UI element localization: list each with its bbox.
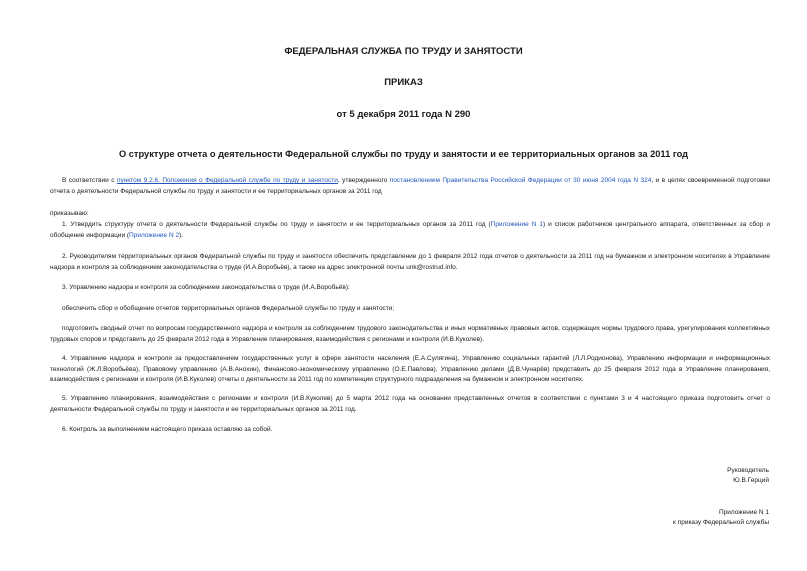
paragraph-6: 6. Контроль за выполнением настоящего приказа оставляю за собой. [62, 426, 273, 433]
p1-text-2: ) и список работников центрального аппарата, ответственных за сбор и обобщение информации ( [50, 221, 770, 239]
link-appendix-1[interactable]: Приложение N 1 [490, 221, 543, 228]
org-heading: ФЕДЕРАЛЬНАЯ СЛУЖБА ПО ТРУДУ И ЗАНЯТОСТИ [284, 46, 523, 57]
preamble-text-1: В соответствии с [62, 177, 117, 184]
paragraph-3: 3. Управлению надзора и контроля за соблюдением законодательства о труде (И.А.Воробьёв): [62, 284, 350, 291]
preamble-text-3: , и в целях своевременной подготовки отчета о деятельности Федеральной службы по труду и занятости и ее территориальных органов за 2011 год [50, 177, 771, 195]
link-regulation-clause[interactable]: пунктом 9.2.6. Положения о Федеральной службе по труду и занятости [116, 177, 338, 184]
p1-text-3: ). [179, 231, 184, 239]
paragraph-1 [50, 220, 770, 241]
orders-label: приказываю: [50, 210, 89, 217]
paragraph-5: 5. Управлению планирования, взаимодействия с регионами и контроля (И.В.Куколев) до 5 марта 2012 года на основании представленных отчетов в соответствии с пунктами 3 и 4 настоящего приказа подготовить отчет о деятельности Федеральной службы по труду и занятости и ее территориальных органов за 2011 год. [50, 395, 770, 413]
paragraph-3a: обеспечить сбор и обобщение отчетов территориальных органов Федеральной службы по труду и занятости; [62, 305, 395, 312]
link-appendix-2[interactable]: Приложение N 2 [129, 231, 180, 239]
appendix-label: Приложение N 1 [718, 509, 769, 516]
signature-role: Руководитель [727, 467, 769, 474]
paragraph-3b: подготовить сводный отчет по вопросам государственного надзора и контроля за соблюдением трудового законодательства и иных нормативных правовых актов, содержащих нормы трудового права, урегулирования коллективных трудовых споров и представить до 25 февраля 2012 года в Управление планирования, взаимодействия с регионами и контроля (И.В.Куколев). [50, 325, 770, 343]
link-government-decree[interactable]: постановлением Правительства Российской Федерации от 30 июня 2004 года N 324 [389, 177, 652, 184]
signature-block [727, 466, 769, 486]
paragraph-2: 2. Руководителям территориальных органов Федеральной службы по труду и занятости обеспечить представление до 1 февраля 2012 года отчетов о деятельности за 2011 год на бумажном и электронном носителях в Управление надзора и контроля за соблюдением законодательства о труде (И.А.Воробьёв), а также на адрес электронной почты unk@rostrud.info. [50, 253, 770, 271]
paragraph-4: 4. Управление надзора и контроля за предоставлением государственных услуг в сфере занятости населения (Е.А.Сулягина), Управлению социальных гарантий (Л.Л.Родионова), Управлению информации и информационных технологий (Ж.Л.Воробьёва), Правовому управлению (А.В.Анохин), Финансово-экономическому управлению (О.Е.Павлова), Управлению делами (Д.В.Чунарёв) представить до 25 февраля 2012 года в Управление планирования, взаимодействия с регионами и контроля (И.В.Куколев) отчеты о деятельности за 2011 год по компетенции структурного подразделения на бумажном и электронном носителях. [50, 355, 770, 383]
doc-type-heading: ПРИКАЗ [384, 77, 423, 88]
appendix-block [673, 508, 769, 528]
appendix-subtitle: к приказу Федеральной службы [673, 519, 769, 526]
p1-text-1: 1. Утвердить структуру отчета о деятельности Федеральной службы по труду и занятости и ее территориальных органов за 2011 год ( [62, 221, 491, 228]
document-title: О структуре отчета о деятельности Федеральной службы по труду и занятости и ее территориальных органов за 2011 год [118, 149, 689, 159]
date-number-heading: от 5 декабря 2011 года N 290 [336, 109, 471, 120]
preamble-text-2: , утвержденного [337, 177, 390, 184]
preamble-paragraph [50, 176, 770, 197]
signature-name: Ю.В.Герций [733, 477, 769, 484]
